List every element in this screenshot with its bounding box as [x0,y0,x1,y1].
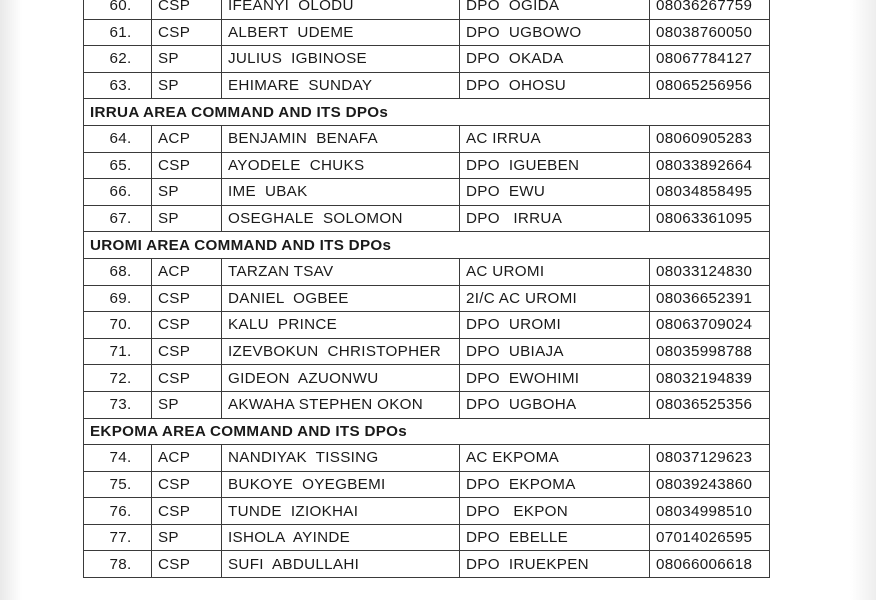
serial-number-cell: 77. [84,524,152,551]
phone-number-cell: 08063709024 [650,312,770,339]
rank-cell: CSP [152,365,222,392]
rank-cell: CSP [152,0,222,19]
phone-number-cell: 08035998788 [650,338,770,365]
officer-name-cell: OSEGHALE SOLOMON [222,205,460,232]
table-row [84,125,770,152]
table-row [84,258,770,285]
officer-name-cell: BUKOYE OYEGBEMI [222,471,460,498]
phone-number-cell: 07014026595 [650,524,770,551]
serial-number-cell: 75. [84,471,152,498]
rank-cell: ACP [152,125,222,152]
table-row [84,152,770,179]
table-row [84,551,770,578]
posting-cell: DPO OHOSU [460,72,650,99]
roster-body [84,0,770,578]
posting-cell: DPO EKPON [460,498,650,525]
rank-cell: SP [152,72,222,99]
rank-cell: SP [152,205,222,232]
table-row [84,338,770,365]
table-row [84,205,770,232]
serial-number-cell: 74. [84,445,152,472]
table-row [84,471,770,498]
section-heading: EKPOMA AREA COMMAND AND ITS DPOs [84,418,770,445]
serial-number-cell: 69. [84,285,152,312]
rank-cell: CSP [152,471,222,498]
rank-cell: CSP [152,338,222,365]
phone-number-cell: 08060905283 [650,125,770,152]
table-row [84,312,770,339]
phone-number-cell: 08032194839 [650,365,770,392]
posting-cell: DPO OGIDA [460,0,650,19]
officer-name-cell: ISHOLA AYINDE [222,524,460,551]
phone-number-cell: 08036652391 [650,285,770,312]
phone-number-cell: 08065256956 [650,72,770,99]
serial-number-cell: 66. [84,179,152,206]
rank-cell: SP [152,391,222,418]
table-row [84,72,770,99]
officer-name-cell: ALBERT UDEME [222,19,460,46]
officer-name-cell: IME UBAK [222,179,460,206]
section-heading: IRRUA AREA COMMAND AND ITS DPOs [84,99,770,126]
table-row [84,391,770,418]
rank-cell: CSP [152,312,222,339]
officer-name-cell: TUNDE IZIOKHAI [222,498,460,525]
posting-cell: DPO IRUEKPEN [460,551,650,578]
phone-number-cell: 08063361095 [650,205,770,232]
officers-roster-table [83,0,770,578]
serial-number-cell: 60. [84,0,152,19]
posting-cell: AC EKPOMA [460,445,650,472]
phone-number-cell: 08038760050 [650,19,770,46]
officer-name-cell: BENJAMIN BENAFA [222,125,460,152]
officer-name-cell: SUFI ABDULLAHI [222,551,460,578]
officer-name-cell: IFEANYI OLODU [222,0,460,19]
posting-cell: DPO EWU [460,179,650,206]
phone-number-cell: 08037129623 [650,445,770,472]
serial-number-cell: 78. [84,551,152,578]
phone-number-cell: 08034858495 [650,179,770,206]
phone-number-cell: 08067784127 [650,46,770,73]
posting-cell: 2I/C AC UROMI [460,285,650,312]
phone-number-cell: 08033124830 [650,258,770,285]
table-row [84,179,770,206]
officer-name-cell: EHIMARE SUNDAY [222,72,460,99]
rank-cell: CSP [152,152,222,179]
table-row [84,285,770,312]
rank-cell: CSP [152,551,222,578]
posting-cell: AC UROMI [460,258,650,285]
officer-name-cell: AYODELE CHUKS [222,152,460,179]
table-row [84,46,770,73]
posting-cell: DPO EWOHIMI [460,365,650,392]
posting-cell: AC IRRUA [460,125,650,152]
serial-number-cell: 76. [84,498,152,525]
officer-name-cell: IZEVBOKUN CHRISTOPHER [222,338,460,365]
phone-number-cell: 08034998510 [650,498,770,525]
posting-cell: DPO UROMI [460,312,650,339]
rank-cell: CSP [152,19,222,46]
posting-cell: DPO OKADA [460,46,650,73]
serial-number-cell: 62. [84,46,152,73]
serial-number-cell: 70. [84,312,152,339]
phone-number-cell: 08036267759 [650,0,770,19]
posting-cell: DPO UGBOHA [460,391,650,418]
officer-name-cell: JULIUS IGBINOSE [222,46,460,73]
rank-cell: CSP [152,498,222,525]
table-row [84,498,770,525]
officer-name-cell: AKWAHA STEPHEN OKON [222,391,460,418]
posting-cell: DPO EKPOMA [460,471,650,498]
serial-number-cell: 71. [84,338,152,365]
serial-number-cell: 73. [84,391,152,418]
phone-number-cell: 08036525356 [650,391,770,418]
serial-number-cell: 68. [84,258,152,285]
section-heading-row [84,232,770,259]
table-row [84,0,770,19]
officer-name-cell: DANIEL OGBEE [222,285,460,312]
section-heading-row [84,418,770,445]
officer-name-cell: NANDIYAK TISSING [222,445,460,472]
officer-name-cell: KALU PRINCE [222,312,460,339]
table-row [84,19,770,46]
rank-cell: SP [152,179,222,206]
posting-cell: DPO UBIAJA [460,338,650,365]
serial-number-cell: 72. [84,365,152,392]
posting-cell: DPO IGUEBEN [460,152,650,179]
rank-cell: CSP [152,285,222,312]
section-heading-row [84,99,770,126]
table-row [84,365,770,392]
serial-number-cell: 64. [84,125,152,152]
posting-cell: DPO UGBOWO [460,19,650,46]
table-row [84,524,770,551]
posting-cell: DPO EBELLE [460,524,650,551]
rank-cell: ACP [152,445,222,472]
posting-cell: DPO IRRUA [460,205,650,232]
rank-cell: SP [152,46,222,73]
table-row [84,445,770,472]
rank-cell: SP [152,524,222,551]
serial-number-cell: 61. [84,19,152,46]
serial-number-cell: 67. [84,205,152,232]
rank-cell: ACP [152,258,222,285]
officer-name-cell: TARZAN TSAV [222,258,460,285]
serial-number-cell: 63. [84,72,152,99]
phone-number-cell: 08039243860 [650,471,770,498]
phone-number-cell: 08033892664 [650,152,770,179]
officer-name-cell: GIDEON AZUONWU [222,365,460,392]
section-heading: UROMI AREA COMMAND AND ITS DPOs [84,232,770,259]
serial-number-cell: 65. [84,152,152,179]
phone-number-cell: 08066006618 [650,551,770,578]
